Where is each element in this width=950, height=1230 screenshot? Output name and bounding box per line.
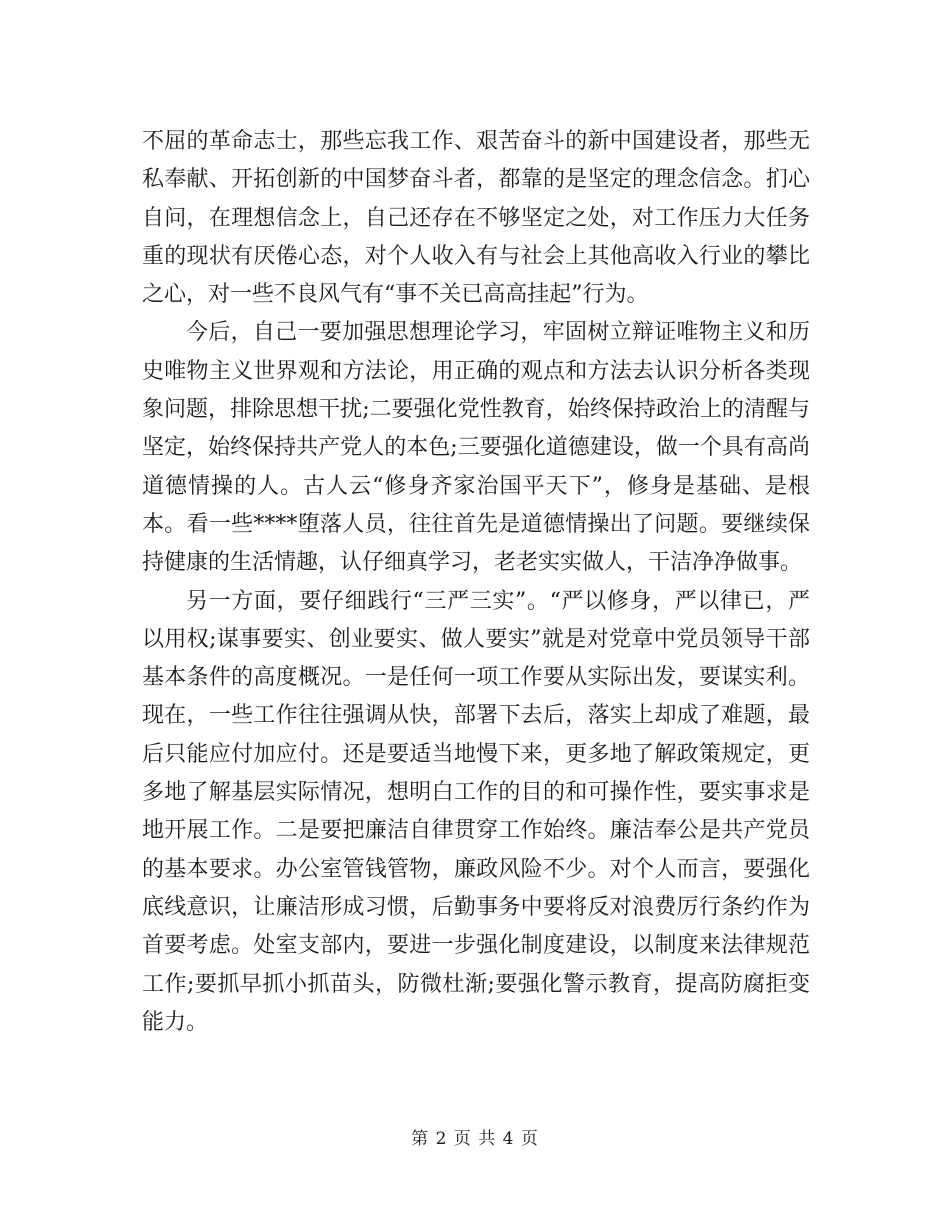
document-body	[142, 123, 810, 1042]
page-number-footer	[0, 1124, 950, 1149]
paragraph-continuation: 不屈的革命志士，那些忘我工作、艰苦奋斗的新中国建设者，那些无私奉献、开拓创新的中国梦奋斗者，都靠的是坚定的理念信念。扪心自问，在理想信念上，自己还存在不够坚定之处，对工作压力大任务重的现状有厌倦心态，对个人收入有与社会上其他高收入行业的攀比之心，对一些不良风气有“事不关已高高挂起”行为。	[142, 129, 810, 308]
page-number-label: 第 2 页 共 4 页	[411, 1129, 539, 1149]
paragraph-three-stricts: 另一方面，要仔细践行“三严三实”。“严以修身，严以律已，严以用权;谋事要实、创业要实、做人要实”就是对党章中党员领导干部基本条件的高度概况。一是任何一项工作要从实际出发，要谋实利。现在，一些工作往往强调从快，部署下去后，落实上却成了难题，最后只能应付加应付。还是要适当地慢下来，更多地了解政策规定，更多地了解基层实际情况，想明白工作的目的和可操作性，要实事求是地开展工作。二是要把廉洁自律贯穿工作始终。廉洁奉公是共产党员的基本要求。办公室管钱管物，廉政风险不少。对个人而言，要强化底线意识，让廉洁形成习惯，后勤事务中要将反对浪费厉行条约作为首要考虑。处室支部内，要进一步强化制度建设，以制度来法律规范工作;要抓早抓小抓苗头，防微杜渐;要强化警示教育，提高防腐拒变能力。	[142, 588, 810, 1035]
paragraph-self-improvement: 今后，自己一要加强思想理论学习，牢固树立辩证唯物主义和历史唯物主义世界观和方法论，用正确的观点和方法去认识分析各类现象问题，排除思想干扰;二要强化党性教育，始终保持政治上的清醒与坚定，始终保持共产党人的本色;三要强化道德建设，做一个具有高尚道德情操的人。古人云“修身齐家治国平天下”，修身是基础、是根本。看一些****堕落人员，往往首先是道德情操出了问题。要继续保持健康的生活情趣，认仔细真学习，老老实实做人，干洁净净做事。	[142, 320, 810, 576]
